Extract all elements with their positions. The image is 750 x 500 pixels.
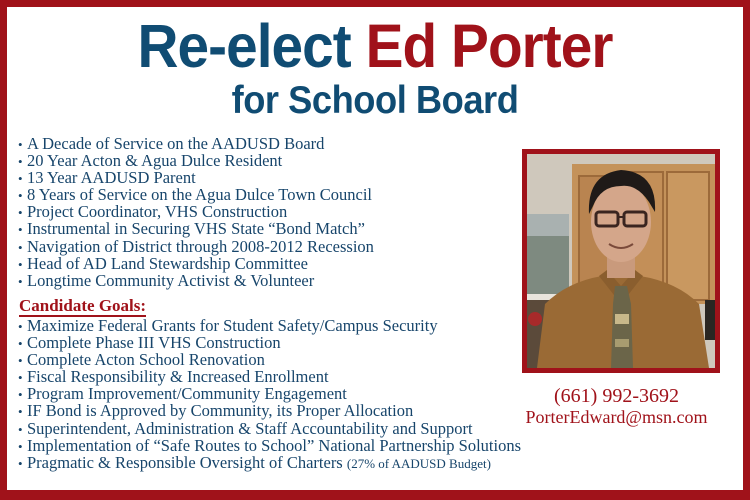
bullet-icon: • [18,336,23,352]
list-item: • Project Coordinator, VHS Construction [18,202,288,222]
bullet-icon: • [18,171,23,187]
headline [33,13,717,79]
list-item: • Fiscal Responsibility & Increased Enrollment [18,367,329,387]
list-item: • Pragmatic & Responsible Oversight of Charters (27% of AADUSD Budget) [18,452,491,472]
list-item: • Complete Phase III VHS Construction [18,333,281,353]
bullet-icon: • [18,222,23,238]
poster-content [7,7,743,490]
list-item: • Head of AD Land Stewardship Committee [18,253,308,273]
headline-candidate-name: Ed Porter [365,12,613,80]
list-item: • Implementation of “Safe Routes to School” National Partnership Solutions [18,435,522,455]
list-item: • Instrumental in Securing VHS State “Bond Match” [18,219,365,239]
list-item: • A Decade of Service on the AADUSD Board [18,134,325,153]
bullet-icon: • [18,256,23,272]
bio-list [18,136,374,290]
contact-phone: (661) 992-3692 [554,385,679,407]
goals-list [18,318,521,472]
portrait-image [527,154,715,368]
bullet-icon: • [18,154,23,170]
goals-heading: Candidate Goals: [19,296,147,315]
list-item: • Navigation of District through 2008-2012 Recession [18,236,374,256]
list-item: • Longtime Community Activist & Volunteer [18,270,315,290]
bullet-icon: • [18,319,23,334]
bullet-icon: • [18,273,23,289]
bullet-icon: • [18,353,23,369]
list-item: • 13 Year AADUSD Parent [18,168,196,188]
bullet-icon: • [18,421,23,437]
list-item: • Program Improvement/Community Engagement [18,384,347,404]
list-item: • Superintendent, Administration & Staff Accountability and Support [18,418,473,438]
list-item: • 20 Year Acton & Agua Dulce Resident [18,151,283,171]
list-item: • Complete Acton School Renovation [18,350,265,370]
bullet-icon: • [18,438,23,454]
headline-subtitle: for School Board [231,79,519,122]
headline-reelect: Re-elect [137,12,366,80]
bullet-icon: • [18,205,23,221]
list-item: • IF Bond is Approved by Community, its Proper Allocation [18,401,414,421]
bullet-icon: • [18,239,23,255]
bullet-icon: • [18,370,23,386]
bullet-icon: • [18,137,23,152]
bullet-icon: • [18,455,23,471]
bullet-icon: • [18,188,23,204]
contact-email: PorterEdward@msn.com [525,407,708,427]
list-item: • Maximize Federal Grants for Student Safety/Campus Security [18,316,438,335]
list-item: • 8 Years of Service on the Agua Dulce Town Council [18,185,372,205]
candidate-photo [522,149,720,373]
budget-note: (27% of AADUSD Budget) [346,455,491,471]
bullet-icon: • [18,404,23,420]
bullet-icon: • [18,387,23,403]
